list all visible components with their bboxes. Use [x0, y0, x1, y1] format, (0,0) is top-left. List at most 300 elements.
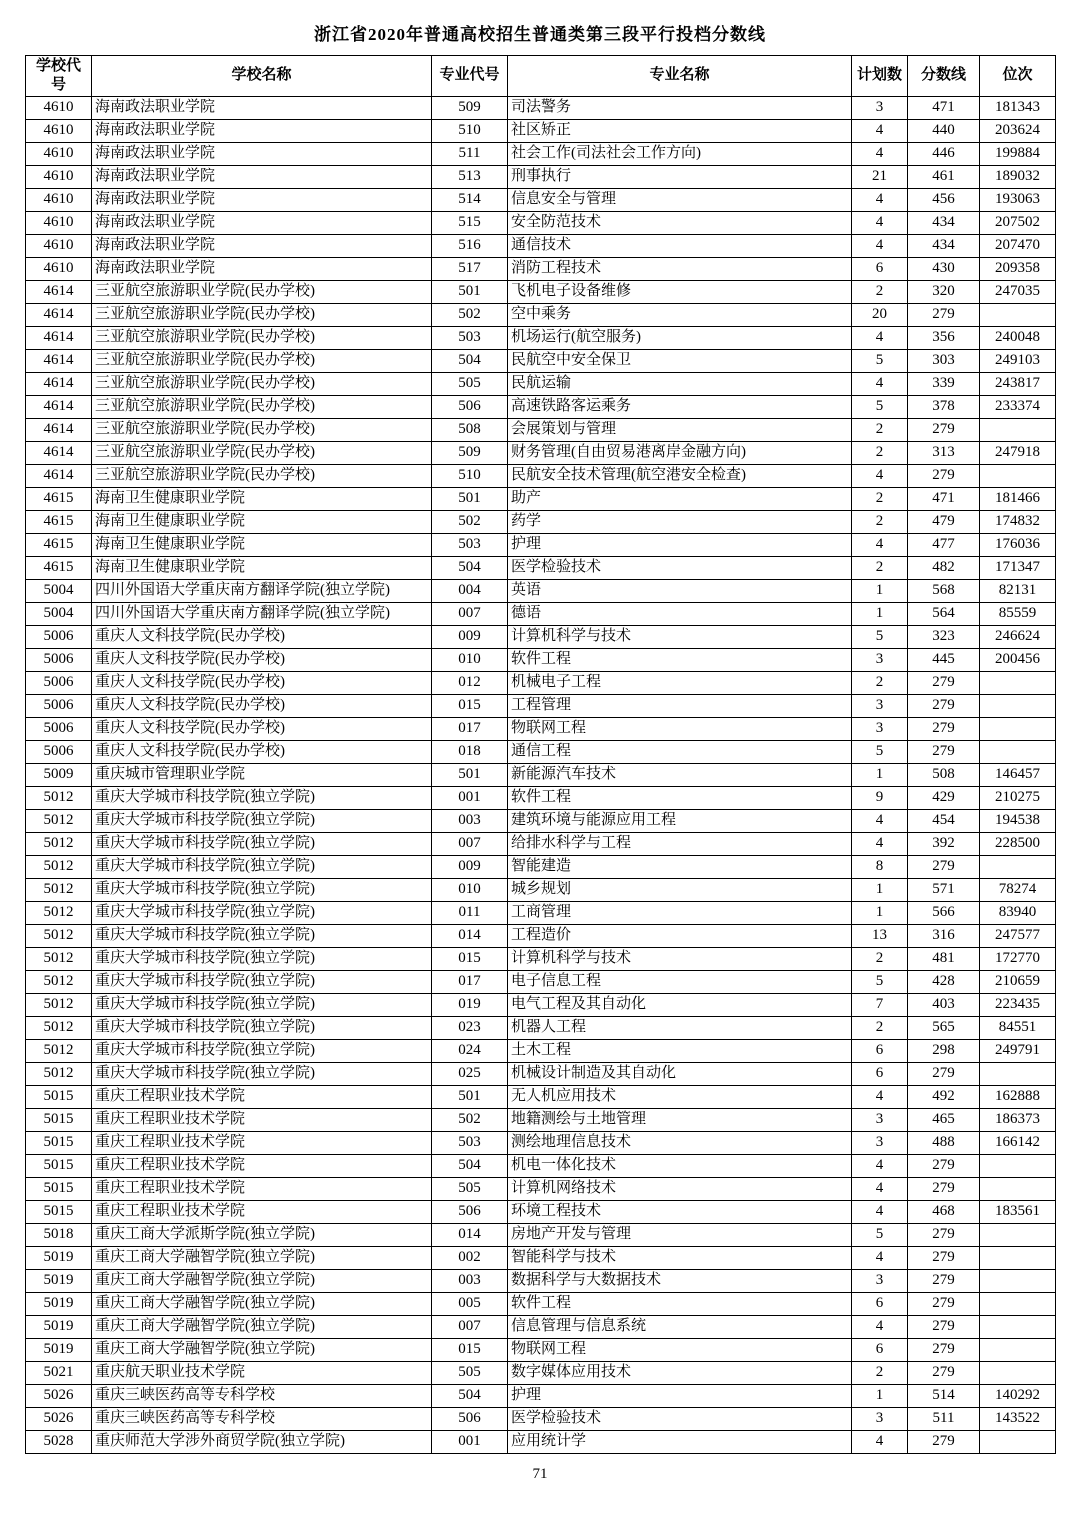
school-name-cell: 海南政法职业学院 [92, 96, 432, 119]
school-name-cell: 三亚航空旅游职业学院(民办学校) [92, 280, 432, 303]
score-line-cell: 429 [908, 786, 980, 809]
major-name-cell: 应用统计学 [508, 1430, 852, 1453]
major-code-cell: 506 [432, 1200, 508, 1223]
major-name-cell: 社会工作(司法社会工作方向) [508, 142, 852, 165]
school-name-cell: 重庆工程职业技术学院 [92, 1177, 432, 1200]
table-row [26, 510, 1056, 533]
major-code-cell: 513 [432, 165, 508, 188]
school-code-cell: 5012 [26, 855, 92, 878]
major-code-cell: 509 [432, 441, 508, 464]
table-row [26, 234, 1056, 257]
score-line-cell: 279 [908, 855, 980, 878]
table-row [26, 924, 1056, 947]
plan-count-cell: 2 [852, 280, 908, 303]
major-name-cell: 信息管理与信息系统 [508, 1315, 852, 1338]
major-name-cell: 房地产开发与管理 [508, 1223, 852, 1246]
plan-count-cell: 4 [852, 326, 908, 349]
plan-count-cell: 2 [852, 1016, 908, 1039]
table-row [26, 165, 1056, 188]
school-code-cell: 5012 [26, 901, 92, 924]
major-name-cell: 数据科学与大数据技术 [508, 1269, 852, 1292]
rank-cell [980, 1338, 1056, 1361]
table-row [26, 625, 1056, 648]
school-code-cell: 5006 [26, 717, 92, 740]
major-code-cell: 510 [432, 464, 508, 487]
rank-cell [980, 1246, 1056, 1269]
rank-cell: 247918 [980, 441, 1056, 464]
rank-cell: 84551 [980, 1016, 1056, 1039]
school-code-cell: 4615 [26, 556, 92, 579]
score-line-cell: 434 [908, 211, 980, 234]
rank-cell [980, 1269, 1056, 1292]
rank-cell: 166142 [980, 1131, 1056, 1154]
major-code-cell: 009 [432, 625, 508, 648]
rank-cell [980, 1292, 1056, 1315]
plan-count-cell: 20 [852, 303, 908, 326]
score-line-cell: 303 [908, 349, 980, 372]
table-row [26, 1131, 1056, 1154]
rank-cell: 193063 [980, 188, 1056, 211]
school-name-cell: 重庆大学城市科技学院(独立学院) [92, 832, 432, 855]
score-line-cell: 279 [908, 1177, 980, 1200]
plan-count-cell: 4 [852, 119, 908, 142]
school-code-cell: 5012 [26, 993, 92, 1016]
score-line-cell: 323 [908, 625, 980, 648]
table-row [26, 878, 1056, 901]
plan-count-cell: 5 [852, 1223, 908, 1246]
table-row [26, 142, 1056, 165]
rank-cell: 146457 [980, 763, 1056, 786]
school-name-cell: 海南政法职业学院 [92, 188, 432, 211]
rank-cell [980, 740, 1056, 763]
score-line-cell: 434 [908, 234, 980, 257]
major-code-cell: 007 [432, 1315, 508, 1338]
score-line-cell: 440 [908, 119, 980, 142]
score-line-cell: 565 [908, 1016, 980, 1039]
school-code-cell: 4615 [26, 487, 92, 510]
plan-count-cell: 4 [852, 832, 908, 855]
major-code-cell: 515 [432, 211, 508, 234]
major-code-cell: 501 [432, 1085, 508, 1108]
plan-count-cell: 4 [852, 1085, 908, 1108]
score-line-cell: 465 [908, 1108, 980, 1131]
plan-count-cell: 21 [852, 165, 908, 188]
table-row [26, 119, 1056, 142]
score-line-cell: 320 [908, 280, 980, 303]
table-row [26, 901, 1056, 924]
major-name-cell: 软件工程 [508, 1292, 852, 1315]
score-line-cell: 446 [908, 142, 980, 165]
school-code-cell: 4610 [26, 234, 92, 257]
plan-count-cell: 5 [852, 349, 908, 372]
major-code-cell: 015 [432, 1338, 508, 1361]
score-line-cell: 279 [908, 1430, 980, 1453]
school-code-cell: 4610 [26, 119, 92, 142]
school-name-cell: 海南政法职业学院 [92, 165, 432, 188]
plan-count-cell: 9 [852, 786, 908, 809]
score-line-cell: 279 [908, 303, 980, 326]
school-name-cell: 重庆师范大学涉外商贸学院(独立学院) [92, 1430, 432, 1453]
school-code-cell: 5015 [26, 1154, 92, 1177]
rank-cell: 207502 [980, 211, 1056, 234]
major-code-cell: 503 [432, 326, 508, 349]
table-row [26, 763, 1056, 786]
plan-count-cell: 6 [852, 1039, 908, 1062]
rank-cell [980, 717, 1056, 740]
rank-cell: 186373 [980, 1108, 1056, 1131]
school-name-cell: 重庆大学城市科技学院(独立学院) [92, 1016, 432, 1039]
school-name-cell: 三亚航空旅游职业学院(民办学校) [92, 395, 432, 418]
school-code-cell: 5012 [26, 809, 92, 832]
major-code-cell: 007 [432, 602, 508, 625]
major-name-cell: 软件工程 [508, 648, 852, 671]
school-code-cell: 4614 [26, 441, 92, 464]
table-body [26, 96, 1056, 1453]
school-code-cell: 5012 [26, 1016, 92, 1039]
score-line-cell: 511 [908, 1407, 980, 1430]
score-line-cell: 445 [908, 648, 980, 671]
major-code-cell: 510 [432, 119, 508, 142]
rank-cell: 243817 [980, 372, 1056, 395]
major-name-cell: 机场运行(航空服务) [508, 326, 852, 349]
table-row [26, 1154, 1056, 1177]
school-name-cell: 三亚航空旅游职业学院(民办学校) [92, 441, 432, 464]
table-row [26, 464, 1056, 487]
school-code-cell: 4610 [26, 257, 92, 280]
page-title: 浙江省2020年普通高校招生普通类第三段平行投档分数线 [314, 25, 766, 44]
table-row [26, 372, 1056, 395]
table-row [26, 1223, 1056, 1246]
table-row [26, 786, 1056, 809]
plan-count-cell: 4 [852, 372, 908, 395]
table-row [26, 855, 1056, 878]
school-name-cell: 海南政法职业学院 [92, 142, 432, 165]
score-line-cell: 279 [908, 740, 980, 763]
school-name-cell: 重庆人文科技学院(民办学校) [92, 648, 432, 671]
rank-cell: 199884 [980, 142, 1056, 165]
plan-count-cell: 2 [852, 947, 908, 970]
table-row [26, 280, 1056, 303]
score-line-cell: 566 [908, 901, 980, 924]
rank-cell: 249791 [980, 1039, 1056, 1062]
school-code-cell: 4610 [26, 165, 92, 188]
school-code-cell: 5019 [26, 1338, 92, 1361]
major-name-cell: 会展策划与管理 [508, 418, 852, 441]
table-row [26, 1016, 1056, 1039]
table-row [26, 809, 1056, 832]
rank-cell: 143522 [980, 1407, 1056, 1430]
plan-count-cell: 4 [852, 1430, 908, 1453]
plan-count-cell: 13 [852, 924, 908, 947]
score-line-cell: 508 [908, 763, 980, 786]
school-code-cell: 5028 [26, 1430, 92, 1453]
major-name-cell: 刑事执行 [508, 165, 852, 188]
major-code-cell: 014 [432, 924, 508, 947]
major-name-cell: 药学 [508, 510, 852, 533]
school-code-cell: 4614 [26, 326, 92, 349]
rank-cell: 83940 [980, 901, 1056, 924]
plan-count-cell: 5 [852, 970, 908, 993]
major-code-cell: 009 [432, 855, 508, 878]
school-code-cell: 5012 [26, 924, 92, 947]
major-name-cell: 通信工程 [508, 740, 852, 763]
school-code-cell: 5026 [26, 1384, 92, 1407]
rank-cell: 162888 [980, 1085, 1056, 1108]
major-code-cell: 509 [432, 96, 508, 119]
school-name-cell: 重庆人文科技学院(民办学校) [92, 717, 432, 740]
major-code-cell: 505 [432, 1361, 508, 1384]
plan-count-cell: 2 [852, 510, 908, 533]
header-row [26, 56, 1056, 97]
major-code-cell: 516 [432, 234, 508, 257]
school-code-cell: 5015 [26, 1085, 92, 1108]
column-header-score-line: 分数线 [908, 56, 980, 97]
school-name-cell: 重庆航天职业技术学院 [92, 1361, 432, 1384]
column-header-plan-count: 计划数 [852, 56, 908, 97]
score-line-cell: 471 [908, 96, 980, 119]
school-code-cell: 5006 [26, 648, 92, 671]
score-line-cell: 279 [908, 1315, 980, 1338]
score-line-cell: 468 [908, 1200, 980, 1223]
plan-count-cell: 3 [852, 694, 908, 717]
rank-cell: 181343 [980, 96, 1056, 119]
score-table [25, 55, 1056, 1454]
major-code-cell: 517 [432, 257, 508, 280]
major-code-cell: 501 [432, 763, 508, 786]
score-line-cell: 279 [908, 1292, 980, 1315]
plan-count-cell: 3 [852, 717, 908, 740]
plan-count-cell: 1 [852, 602, 908, 625]
major-code-cell: 506 [432, 1407, 508, 1430]
rank-cell: 176036 [980, 533, 1056, 556]
school-code-cell: 5018 [26, 1223, 92, 1246]
major-name-cell: 护理 [508, 533, 852, 556]
score-line-cell: 428 [908, 970, 980, 993]
score-line-cell: 403 [908, 993, 980, 1016]
major-name-cell: 智能科学与技术 [508, 1246, 852, 1269]
plan-count-cell: 4 [852, 188, 908, 211]
score-line-cell: 313 [908, 441, 980, 464]
major-code-cell: 506 [432, 395, 508, 418]
rank-cell: 233374 [980, 395, 1056, 418]
table-row [26, 993, 1056, 1016]
plan-count-cell: 8 [852, 855, 908, 878]
school-code-cell: 4614 [26, 349, 92, 372]
school-name-cell: 重庆人文科技学院(民办学校) [92, 740, 432, 763]
score-line-cell: 392 [908, 832, 980, 855]
school-code-cell: 5012 [26, 832, 92, 855]
school-code-cell: 5015 [26, 1177, 92, 1200]
plan-count-cell: 2 [852, 556, 908, 579]
school-name-cell: 重庆工商大学融智学院(独立学院) [92, 1269, 432, 1292]
major-name-cell: 工程管理 [508, 694, 852, 717]
table-row [26, 487, 1056, 510]
school-code-cell: 5012 [26, 786, 92, 809]
plan-count-cell: 2 [852, 441, 908, 464]
school-code-cell: 5006 [26, 671, 92, 694]
major-code-cell: 502 [432, 303, 508, 326]
school-name-cell: 重庆工商大学融智学院(独立学院) [92, 1292, 432, 1315]
plan-count-cell: 1 [852, 763, 908, 786]
major-code-cell: 505 [432, 372, 508, 395]
table-row [26, 188, 1056, 211]
rank-cell: 181466 [980, 487, 1056, 510]
plan-count-cell: 3 [852, 1269, 908, 1292]
major-name-cell: 司法警务 [508, 96, 852, 119]
major-code-cell: 010 [432, 878, 508, 901]
score-line-cell: 298 [908, 1039, 980, 1062]
major-code-cell: 001 [432, 786, 508, 809]
school-code-cell: 5009 [26, 763, 92, 786]
major-name-cell: 护理 [508, 1384, 852, 1407]
score-line-cell: 481 [908, 947, 980, 970]
major-name-cell: 财务管理(自由贸易港离岸金融方向) [508, 441, 852, 464]
major-name-cell: 社区矫正 [508, 119, 852, 142]
major-name-cell: 计算机网络技术 [508, 1177, 852, 1200]
major-code-cell: 015 [432, 947, 508, 970]
column-header-major-name: 专业名称 [508, 56, 852, 97]
plan-count-cell: 4 [852, 464, 908, 487]
score-line-cell: 279 [908, 671, 980, 694]
rank-cell: 189032 [980, 165, 1056, 188]
major-name-cell: 给排水科学与工程 [508, 832, 852, 855]
school-code-cell: 4614 [26, 464, 92, 487]
score-line-cell: 279 [908, 1269, 980, 1292]
rank-cell: 246624 [980, 625, 1056, 648]
major-name-cell: 机电一体化技术 [508, 1154, 852, 1177]
score-line-cell: 514 [908, 1384, 980, 1407]
table-row [26, 96, 1056, 119]
major-name-cell: 空中乘务 [508, 303, 852, 326]
school-code-cell: 4614 [26, 280, 92, 303]
school-name-cell: 海南政法职业学院 [92, 234, 432, 257]
school-code-cell: 5012 [26, 970, 92, 993]
major-name-cell: 电气工程及其自动化 [508, 993, 852, 1016]
school-name-cell: 重庆大学城市科技学院(独立学院) [92, 947, 432, 970]
score-line-cell: 279 [908, 1223, 980, 1246]
rank-cell [980, 1154, 1056, 1177]
rank-cell [980, 1223, 1056, 1246]
rank-cell: 200456 [980, 648, 1056, 671]
school-code-cell: 4610 [26, 142, 92, 165]
school-name-cell: 重庆人文科技学院(民办学校) [92, 625, 432, 648]
plan-count-cell: 1 [852, 878, 908, 901]
school-name-cell: 重庆大学城市科技学院(独立学院) [92, 924, 432, 947]
school-code-cell: 5019 [26, 1269, 92, 1292]
school-name-cell: 重庆城市管理职业学院 [92, 763, 432, 786]
school-code-cell: 5006 [26, 694, 92, 717]
school-name-cell: 重庆大学城市科技学院(独立学院) [92, 786, 432, 809]
school-code-cell: 4610 [26, 96, 92, 119]
table-row [26, 970, 1056, 993]
table-row [26, 1361, 1056, 1384]
score-line-cell: 568 [908, 579, 980, 602]
table-row [26, 1292, 1056, 1315]
plan-count-cell: 2 [852, 671, 908, 694]
school-code-cell: 5015 [26, 1131, 92, 1154]
plan-count-cell: 4 [852, 533, 908, 556]
major-code-cell: 514 [432, 188, 508, 211]
score-line-cell: 316 [908, 924, 980, 947]
major-code-cell: 511 [432, 142, 508, 165]
major-name-cell: 机械设计制造及其自动化 [508, 1062, 852, 1085]
school-name-cell: 三亚航空旅游职业学院(民办学校) [92, 349, 432, 372]
table-row [26, 441, 1056, 464]
table-row [26, 1430, 1056, 1453]
major-name-cell: 无人机应用技术 [508, 1085, 852, 1108]
table-row [26, 1246, 1056, 1269]
rank-cell [980, 1062, 1056, 1085]
school-code-cell: 5026 [26, 1407, 92, 1430]
plan-count-cell: 2 [852, 418, 908, 441]
major-code-cell: 010 [432, 648, 508, 671]
major-code-cell: 011 [432, 901, 508, 924]
school-name-cell: 重庆人文科技学院(民办学校) [92, 671, 432, 694]
rank-cell [980, 855, 1056, 878]
major-name-cell: 民航空中安全保卫 [508, 349, 852, 372]
plan-count-cell: 1 [852, 901, 908, 924]
rank-cell [980, 1361, 1056, 1384]
school-code-cell: 5012 [26, 1062, 92, 1085]
table-row [26, 1108, 1056, 1131]
school-name-cell: 重庆工程职业技术学院 [92, 1200, 432, 1223]
table-row [26, 326, 1056, 349]
table-row [26, 832, 1056, 855]
plan-count-cell: 4 [852, 1154, 908, 1177]
score-line-cell: 279 [908, 717, 980, 740]
school-name-cell: 重庆工商大学融智学院(独立学院) [92, 1246, 432, 1269]
major-name-cell: 土木工程 [508, 1039, 852, 1062]
plan-count-cell: 2 [852, 1361, 908, 1384]
school-name-cell: 重庆工商大学派斯学院(独立学院) [92, 1223, 432, 1246]
major-code-cell: 003 [432, 1269, 508, 1292]
plan-count-cell: 4 [852, 809, 908, 832]
school-name-cell: 重庆大学城市科技学院(独立学院) [92, 878, 432, 901]
school-code-cell: 5019 [26, 1292, 92, 1315]
score-line-cell: 279 [908, 1338, 980, 1361]
school-code-cell: 5006 [26, 740, 92, 763]
school-code-cell: 4614 [26, 395, 92, 418]
major-name-cell: 德语 [508, 602, 852, 625]
major-code-cell: 504 [432, 556, 508, 579]
table-row [26, 1338, 1056, 1361]
major-name-cell: 环境工程技术 [508, 1200, 852, 1223]
table-row [26, 947, 1056, 970]
table-row [26, 1269, 1056, 1292]
rank-cell: 249103 [980, 349, 1056, 372]
rank-cell [980, 303, 1056, 326]
table-row [26, 1384, 1056, 1407]
school-name-cell: 三亚航空旅游职业学院(民办学校) [92, 464, 432, 487]
rank-cell: 183561 [980, 1200, 1056, 1223]
rank-cell: 172770 [980, 947, 1056, 970]
school-name-cell: 三亚航空旅游职业学院(民办学校) [92, 372, 432, 395]
school-code-cell: 4615 [26, 510, 92, 533]
school-name-cell: 三亚航空旅游职业学院(民办学校) [92, 303, 432, 326]
score-line-cell: 488 [908, 1131, 980, 1154]
major-name-cell: 信息安全与管理 [508, 188, 852, 211]
rank-cell: 171347 [980, 556, 1056, 579]
score-line-cell: 479 [908, 510, 980, 533]
plan-count-cell: 3 [852, 1108, 908, 1131]
school-code-cell: 5004 [26, 579, 92, 602]
major-name-cell: 软件工程 [508, 786, 852, 809]
school-name-cell: 重庆工程职业技术学院 [92, 1108, 432, 1131]
plan-count-cell: 6 [852, 1292, 908, 1315]
plan-count-cell: 3 [852, 1131, 908, 1154]
rank-cell: 247035 [980, 280, 1056, 303]
score-line-cell: 279 [908, 1246, 980, 1269]
